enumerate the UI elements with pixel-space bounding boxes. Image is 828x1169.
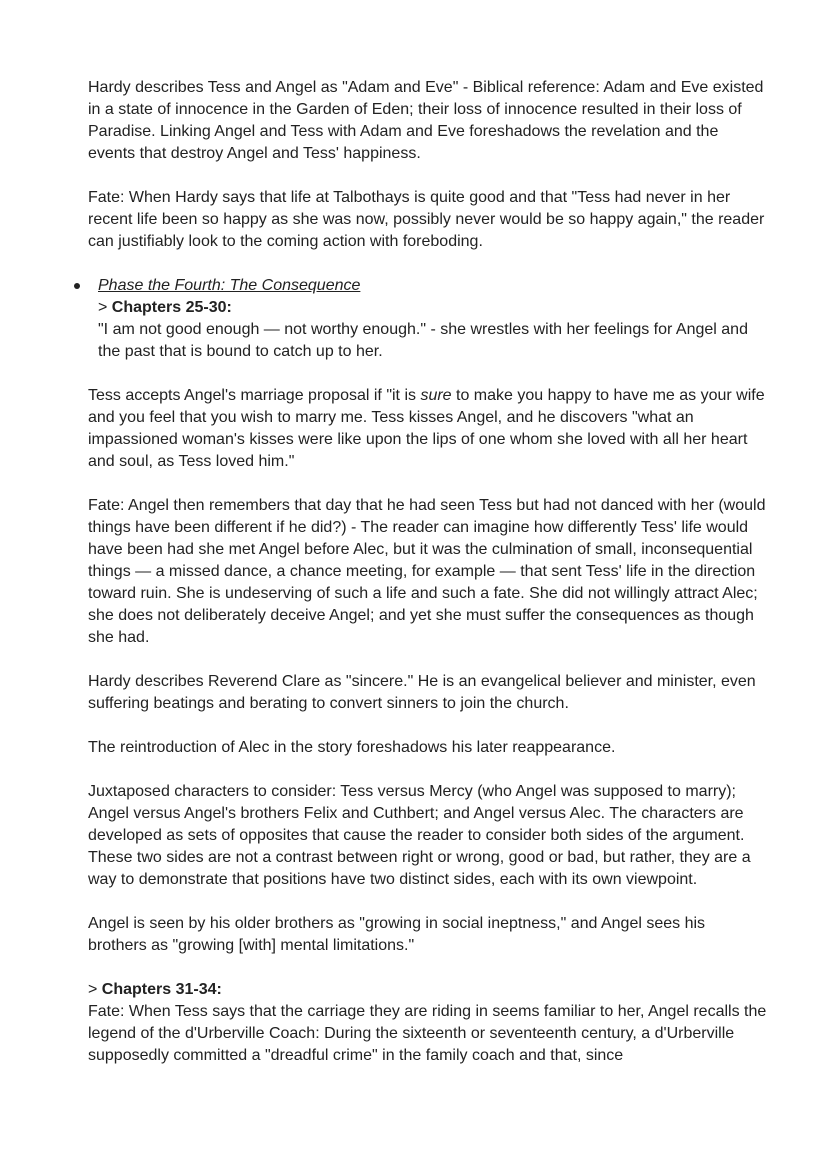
- heading-text: Chapters 31-34:: [101, 981, 222, 998]
- paragraph-worthy-quote: "I am not good enough — not worthy enough." - she wrestles with her feelings for Angel and the past that is bound to catch up to her.: [98, 321, 748, 360]
- paragraph-fate-dance: Fate: Angel then remembers that day that he had seen Tess but had not danced with her (would things have been different if he did?) - The reader can imagine how differently Tess' life would have been had she met Angel before Alec, but it was the culmination of small, inconsequential things — a missed dance, a chance meeting, for example — that sent Tess' life in the direction toward ruin. She is undeserving of such a life and such a fate. She did not willingly attract Alec; she does not deliberately deceive Angel; and yet she must suffer the consequences as though she had.: [88, 497, 766, 646]
- proposal-text-after: to make you happy to have me as your wife and you feel that you wish to marry me. Tess kisses Angel, and he discovers "what an impassioned woman's kisses were like upon the lips of one whom she loved with all her heart and soul, as Tess loved him.": [88, 387, 765, 470]
- heading-prefix: >: [98, 299, 112, 316]
- paragraph-alec-reintroduction: The reintroduction of Alec in the story foreshadows his later reappearance.: [88, 739, 616, 756]
- phase-list-item: [88, 275, 768, 363]
- paragraph-brothers: Angel is seen by his older brothers as "growing in social ineptness," and Angel sees his brothers as "growing [with] mental limitations.": [88, 915, 706, 954]
- heading-prefix: >: [88, 981, 102, 998]
- paragraph-fate-talbothays: Fate: When Hardy says that life at Talbothays is quite good and that "Tess had never in her recent life been so happy as she was now, possibly never would be so happy again," the reader can justifiably look to the coming action with foreboding.: [88, 189, 765, 250]
- chapters-31-34-heading: [88, 979, 768, 1001]
- phase-title-link[interactable]: Phase the Fourth: The Consequence: [98, 277, 361, 294]
- proposal-emphasis: sure: [420, 387, 452, 404]
- proposal-text-before: Tess accepts Angel's marriage proposal if "it is: [88, 387, 421, 404]
- chapters-25-30-heading: [98, 297, 768, 319]
- paragraph-juxtaposed-characters: Juxtaposed characters to consider: Tess versus Mercy (who Angel was supposed to marry); Angel versus Angel's brothers Felix and Cuthbert; and Angel versus Alec. The characters are developed as sets of opposites that cause the reader to consider both sides of the argument. These two sides are not a contrast between right or wrong, good or bad, but rather, they are a way to demonstrate that positions have two distinct sides, each with its own viewpoint.: [88, 783, 751, 888]
- document-body: [88, 77, 768, 1067]
- paragraph-reverend-clare: Hardy describes Reverend Clare as "sincere." He is an evangelical believer and minister, even suffering beatings and berating to convert sinners to join the church.: [88, 673, 756, 712]
- heading-text: Chapters 25-30:: [111, 299, 232, 316]
- paragraph-proposal: [88, 385, 768, 473]
- paragraph-adam-eve: Hardy describes Tess and Angel as "Adam and Eve" - Biblical reference: Adam and Eve existed in a state of innocence in the Garden of Eden; their loss of innocence resulted in their loss of Paradise. Linking Angel and Tess with Adam and Eve foreshadows the revelation and the events that destroy Angel and Tess' happiness.: [88, 79, 764, 162]
- paragraph-durberville-coach: Fate: When Tess says that the carriage they are riding in seems familiar to her, Angel recalls the legend of the d'Urberville Coach: During the sixteenth or seventeenth century, a d'Urberville supposedly committed a "dreadful crime" in the family coach and that, since: [88, 1003, 767, 1064]
- bullet-icon: [74, 283, 80, 289]
